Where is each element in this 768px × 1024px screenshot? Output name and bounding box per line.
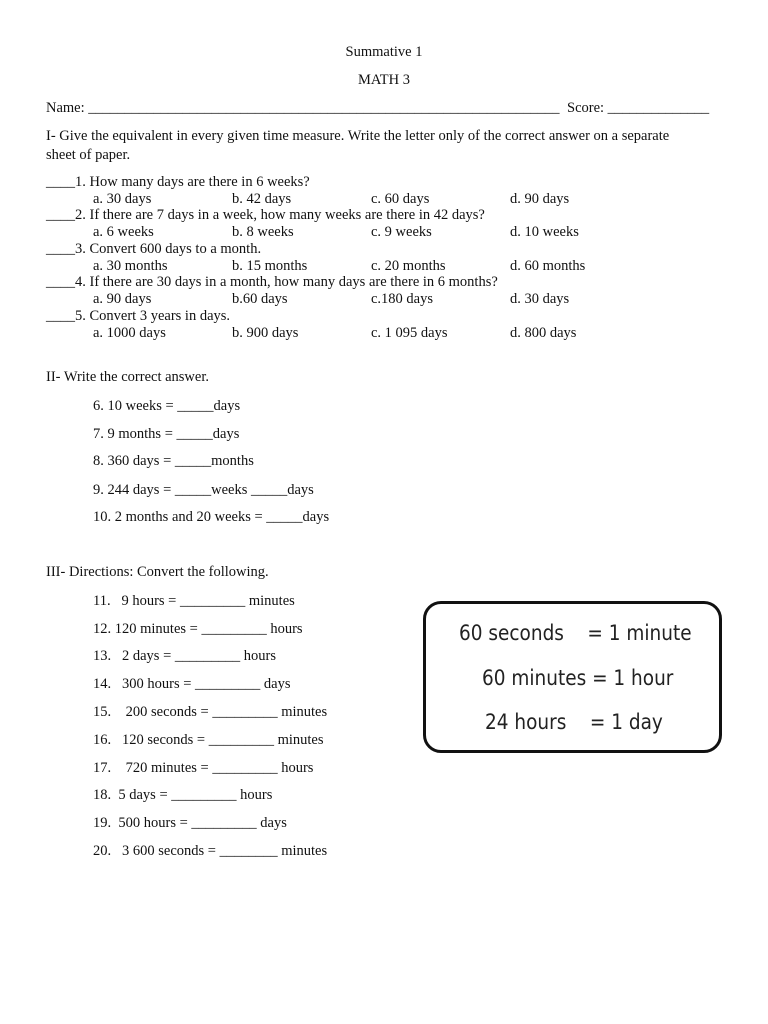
option-d: d. 800 days: [510, 325, 577, 341]
option-a: a. 90 days: [93, 291, 152, 307]
option-b: b.60 days: [232, 291, 288, 307]
option-b: b. 15 months: [232, 258, 308, 274]
part3-instructions: III- Directions: Convert the following.: [46, 564, 269, 580]
question-text[interactable]: ____5. Convert 3 years in days.: [46, 308, 231, 324]
worksheet-title: Summative 1: [345, 44, 423, 60]
option-b: b. 42 days: [232, 191, 292, 207]
conversion-line-seconds: 60 seconds = 1 minute: [459, 621, 692, 645]
conversion-item[interactable]: 18. 5 days = _________ hours: [93, 787, 273, 803]
question-text[interactable]: ____1. How many days are there in 6 weeks?: [46, 174, 310, 190]
part1-instructions-line2: sheet of paper.: [46, 147, 131, 163]
conversion-item[interactable]: 12. 120 minutes = _________ hours: [93, 621, 303, 637]
question-text[interactable]: ____4. If there are 30 days in a month, how many days are there in 6 months?: [46, 274, 498, 290]
conversion-item[interactable]: 15. 200 seconds = _________ minutes: [93, 704, 328, 720]
conversion-item[interactable]: 13. 2 days = _________ hours: [93, 648, 276, 664]
question-text[interactable]: ____3. Convert 600 days to a month.: [46, 241, 262, 257]
conversion-item[interactable]: 19. 500 hours = _________ days: [93, 815, 287, 831]
option-a: a. 30 days: [93, 191, 152, 207]
fill-in-item[interactable]: 10. 2 months and 20 weeks = _____days: [93, 509, 330, 525]
option-d: d. 90 days: [510, 191, 570, 207]
option-a: a. 1000 days: [93, 325, 166, 341]
conversion-line-minutes: 60 minutes = 1 hour: [482, 666, 674, 690]
score-field[interactable]: Score: ______________: [567, 100, 710, 116]
subject-label: MATH 3: [358, 72, 410, 88]
fill-in-item[interactable]: 7. 9 months = _____days: [93, 426, 240, 442]
conversion-item[interactable]: 17. 720 minutes = _________ hours: [93, 760, 314, 776]
option-c: c. 20 months: [371, 258, 446, 274]
conversion-line-hours: 24 hours = 1 day: [485, 710, 663, 734]
option-c: c. 1 095 days: [371, 325, 448, 341]
option-a: a. 6 weeks: [93, 224, 154, 240]
question-text[interactable]: ____2. If there are 7 days in a week, how many weeks are there in 42 days?: [46, 207, 485, 223]
fill-in-item[interactable]: 8. 360 days = _____months: [93, 453, 254, 469]
fill-in-item[interactable]: 9. 244 days = _____weeks _____days: [93, 482, 314, 498]
option-c: c. 60 days: [371, 191, 430, 207]
conversion-item[interactable]: 14. 300 hours = _________ days: [93, 676, 291, 692]
option-b: b. 900 days: [232, 325, 299, 341]
part1-instructions-line1: I- Give the equivalent in every given time measure. Write the letter only of the correct answer on a separate: [46, 128, 670, 144]
conversion-item[interactable]: 20. 3 600 seconds = ________ minutes: [93, 843, 328, 859]
name-field[interactable]: Name: _________________________________________________________________: [46, 100, 560, 116]
option-a: a. 30 months: [93, 258, 168, 274]
option-d: d. 30 days: [510, 291, 570, 307]
option-d: d. 60 months: [510, 258, 586, 274]
conversion-item[interactable]: 11. 9 hours = _________ minutes: [93, 593, 295, 609]
option-b: b. 8 weeks: [232, 224, 294, 240]
part2-instructions: II- Write the correct answer.: [46, 369, 209, 385]
fill-in-item[interactable]: 6. 10 weeks = _____days: [93, 398, 241, 414]
option-c: c.180 days: [371, 291, 434, 307]
conversion-reference-box: [423, 601, 722, 753]
option-d: d. 10 weeks: [510, 224, 579, 240]
option-c: c. 9 weeks: [371, 224, 432, 240]
conversion-item[interactable]: 16. 120 seconds = _________ minutes: [93, 732, 324, 748]
